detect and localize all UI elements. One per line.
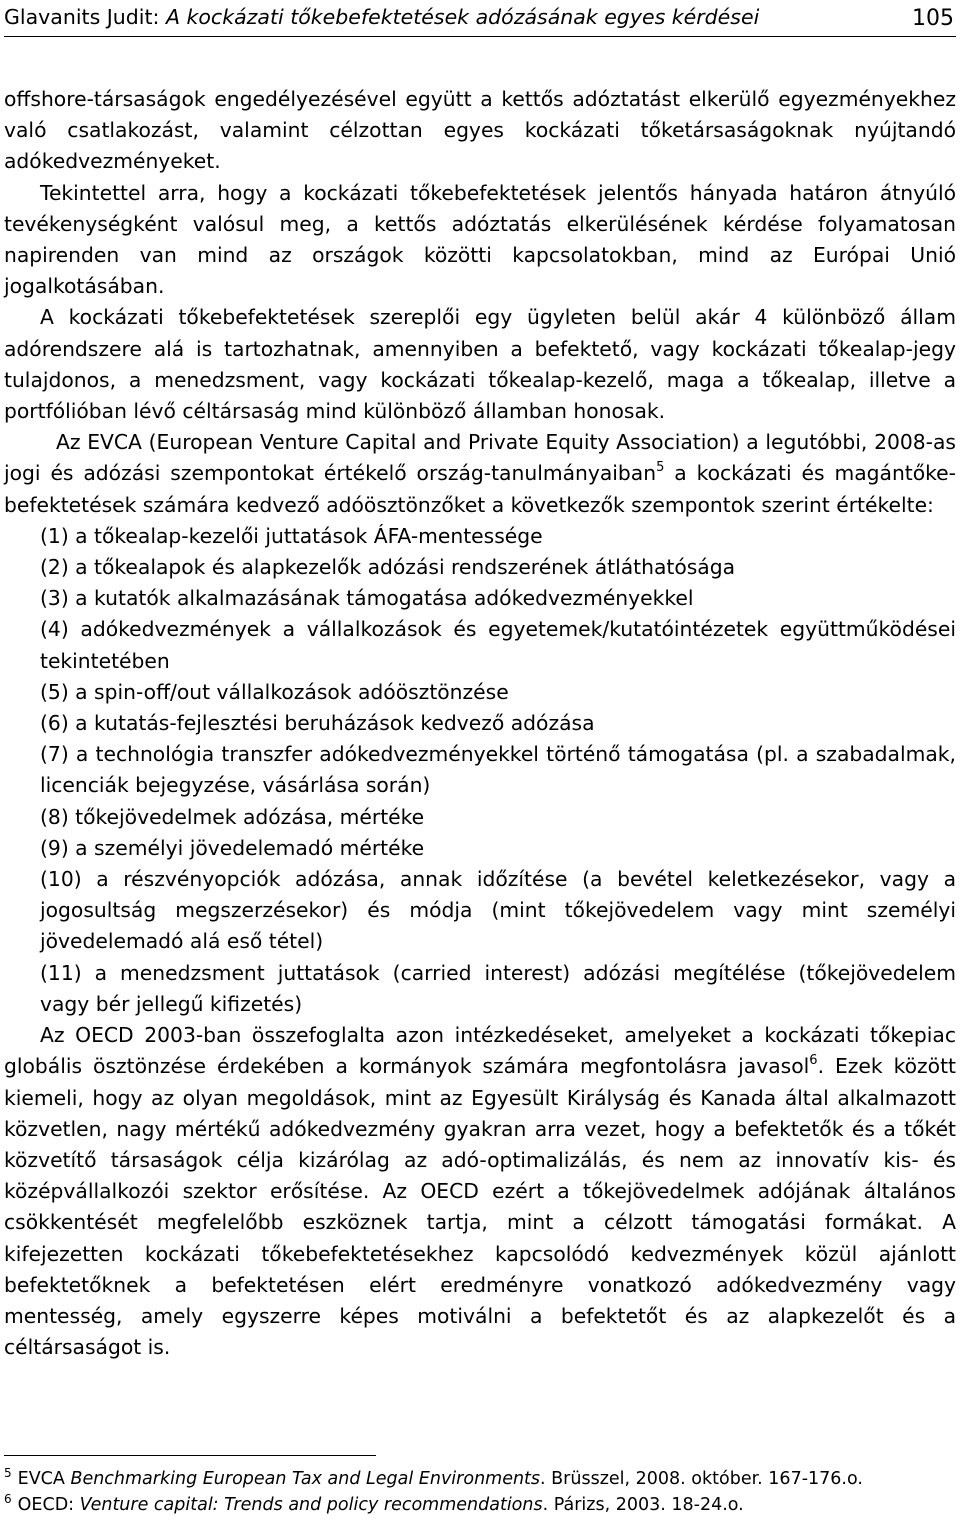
footnote-text: EVCA	[17, 1469, 71, 1489]
body-text	[4, 84, 956, 1363]
header-author: Glavanits Judit:	[4, 5, 166, 29]
list-item: (2) a tőkealapok és alapkezelők adózási rendszerének átláthatósága	[40, 555, 736, 580]
list-item: (8) tőkejövedelmek adózása, mértéke	[40, 804, 425, 829]
paragraph-participants: A kockázati tőkebefektetések szereplői egy ügyleten belül akár 4 különböző állam adórendszere alá is tartozhatnak, amennyiben a befektető, vagy kockázati tőkealap-jegy tulajdonos, a menedzsment, vagy kockázati tőkealap-kezelő, maga a tőkealap, illetve a portfólióban lévő céltársaság mind különböző államban honosak.	[4, 305, 956, 424]
footnote-separator	[4, 1455, 376, 1456]
criteria-list	[4, 521, 956, 1020]
footnote-source-title: Venture capital: Trends and policy recommendations	[79, 1495, 543, 1515]
list-item: (1) a tőkealap-kezelői juttatások ÁFA-mentessége	[40, 523, 543, 548]
paragraph-evca-text-a: Az EVCA (European Venture Capital and Private Equity Association) a legutóbbi, 2008-as jogi és adózási szempontokat értékelő ország-tanulmányaiban	[4, 430, 956, 486]
paragraph-evca-text-b: a kockázati és magántőke-befektetések számára kedvező adóösztönzőket a következők szempontok szerint értékelte:	[4, 461, 956, 517]
footnote-mark: 5	[4, 1466, 12, 1481]
footnote-ref-5[interactable]: 5	[656, 459, 665, 475]
paragraph-cross-border: Tekintettel arra, hogy a kockázati tőkebefektetések jelentős hányada határon átnyúló tevékenységként valósul meg, a kettős adóztatás elkerülésének kérdése folyamatosan napirenden van mind az országok közötti kapcsolatokban, mind az Európai Unió jogalkotásában.	[4, 180, 956, 299]
footnote-5	[4, 1466, 956, 1492]
list-item: (5) a spin-off/out vállalkozások adóösztönzése	[40, 679, 509, 704]
paragraph-evca	[4, 427, 956, 521]
list-item: (11) a menedzsment juttatások (carried interest) adózási megítélése (tőkejövedelem vagy bér jellegű kifizetés)	[40, 960, 956, 1016]
list-item: (9) a személyi jövedelemadó mértéke	[40, 835, 425, 860]
list-item: (10) a részvényopciók adózása, annak időzítése (a bevétel keletkezésekor, vagy a jogosultság megszerzésekor) és módja (mint tőkejövedelem vagy mint személyi jövedelemadó alá eső tétel)	[40, 867, 956, 954]
list-item: (3) a kutatók alkalmazásának támogatása adókedvezményekkel	[40, 586, 694, 611]
footnotes	[4, 1466, 956, 1518]
paragraph-oecd	[4, 1020, 956, 1363]
page-number: 105	[912, 6, 954, 31]
footnote-6	[4, 1492, 956, 1518]
paragraph-continued: offshore-társaságok engedélyezésével együtt a kettős adóztatást elkerülő egyezményekhez való csatlakozást, valamint célzottan egyes kockázati tőketársaságoknak nyújtandó adókedvezményeket.	[4, 87, 956, 174]
list-item: (4) adókedvezmények a vállalkozások és egyetemek/kutatóintézetek együttműködései tekintetében	[40, 617, 956, 673]
footnote-text: . Brüsszel, 2008. október. 167-176.o.	[540, 1469, 863, 1489]
list-item: (7) a technológia transzfer adókedvezményekkel történő támogatása (pl. a szabadalmak, licenciák bejegyzése, vásárlása során)	[40, 742, 956, 798]
running-header	[4, 2, 956, 37]
footnote-mark: 6	[4, 1492, 12, 1507]
footnote-source-title: Benchmarking European Tax and Legal Environments	[70, 1469, 541, 1489]
paragraph-oecd-text-b: . Ezek között kiemeli, hogy az olyan megoldások, mint az Egyesült Királyság és Kanada által alkalmazott közvetlen, nagy mértékű adókedvezmény gyakran arra vezet, hogy a befektetők és a tőkét közvetítő társaságok célja kizárólag az adó-optimalizálás, és nem az innovatív kis- és középvállalkozói szektor erősítése. Az OECD ezért a tőkejövedelmek adójának általános csökkentését megfelelőbb eszköznek tartja, mint a célzott támogatási formákat. A kifejezetten kockázati tőkebefektetésekhez kapcsolódó kedvezmények közül ajánlott befektetőknek a befektetésen elért eredményre vonatkozó adókedvezmény vagy mentesség, amely egyszerre képes motiválni a befektetőt és az alapkezelőt és a céltársaságot is.	[4, 1054, 956, 1360]
footnote-text: OECD:	[17, 1495, 80, 1515]
header-title: A kockázati tőkebefektetések adózásának egyes kérdései	[165, 5, 760, 29]
footnote-text: . Párizs, 2003. 18-24.o.	[542, 1495, 744, 1515]
list-item: (6) a kutatás-fejlesztési beruházások kedvező adózása	[40, 711, 595, 736]
paragraph-oecd-text-a: Az OECD 2003-ban összefoglalta azon intézkedéseket, amelyeket a kockázati tőkepiac globális ösztönzése érdekében a kormányok számára megfontolásra javasol	[4, 1023, 956, 1079]
footnote-ref-6[interactable]: 6	[809, 1052, 818, 1068]
